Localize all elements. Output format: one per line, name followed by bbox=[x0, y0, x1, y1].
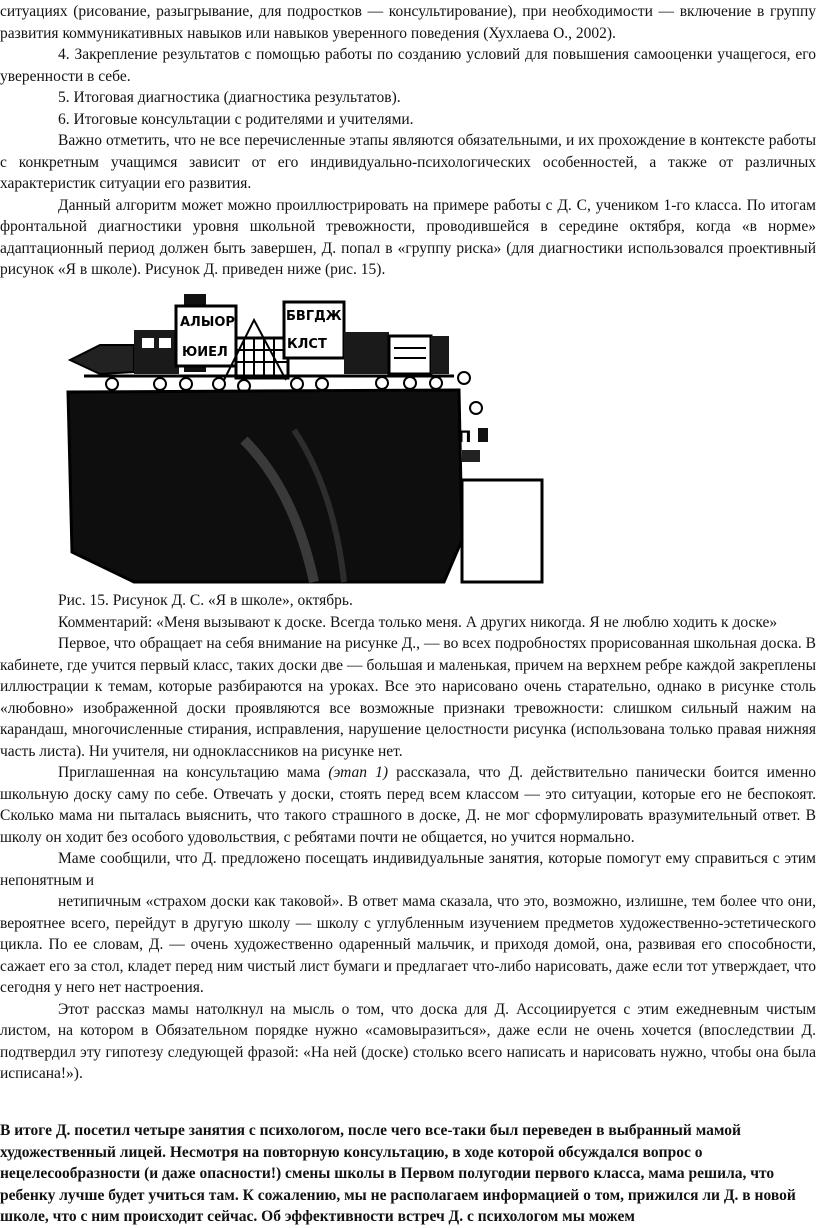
paragraph-analysis: Первое, что обращает на себя внимание на рисунке Д., — во всех подробностях прорисованная школьная доска. В кабинете, где учится первый класс, таких доски две — большая и маленькая, причем на верхнем ребре каждой закреплены иллюстрации к темам, которые разбираются на уроках. Все это нарисовано очень старательно, однако в рисунке столь «любовно» изображенной доски проявляются все возможные признаки тревожности: слишком сильный нажим на карандаш, многочисленные стирания, исправления, нарушение целостности рисунка (использована только правая нижняя часть листа). Ни учителя, ни одноклассников на рисунке нет. bbox=[0, 635, 816, 760]
poster-right-bottom-text: КЛСТ bbox=[287, 337, 327, 352]
drawing-car-1 bbox=[134, 330, 179, 374]
paragraph-step-5: 5. Итоговая диагностика (диагностика результатов). bbox=[58, 89, 401, 106]
final-text bbox=[0, 1120, 816, 1228]
paragraph-mother-consultation bbox=[0, 762, 816, 848]
paragraph-continuation: ситуациях (рисование, разыгрывание, для подростков — консультирование), при необходимости — включение в группу развития коммуникативных навыков или навыков уверенного поведения (Хухлаева О., 2002). bbox=[0, 3, 816, 42]
poster-left-bottom-text: ЮИЕЛ bbox=[182, 345, 228, 360]
drawing-blackboard bbox=[68, 390, 462, 582]
paragraph-step-6: 6. Итоговые консультации с родителями и учителями. bbox=[58, 110, 414, 128]
p2-after: рассказала, что Д. действительно панически боится именно школьную доску саму по себе. Отвечать у доски, стоять перед всем классом — это ситуации, которые его не беспокоят. Сколько мама ни пыталась выяснить, что такого страшного в доске, Д. не мог сформулировать вразумительный ответ. В школу он ходит без особого удовольствия, с ребятами почти не общается, но учится нормально. bbox=[0, 764, 816, 846]
bottom-text bbox=[0, 590, 816, 1085]
paragraph-comment: Комментарий: «Меня вызывают к доске. Всегда только меня. А других никогда. Я не люблю ходить к доске» bbox=[58, 613, 778, 631]
child-drawing-figure bbox=[64, 290, 554, 585]
poster-left-top-text: АЛЫОР bbox=[180, 315, 235, 330]
drawing-pointer-shape bbox=[70, 345, 134, 374]
paragraph-outcome: В итоге Д. посетил четыре занятия с психологом, после чего все-таки был переведен в выбранный мамой художественный лицей. Несмотря на повторную консультацию, в ходе которой обсуждался вопрос о нецелесообразности (и даже опасности!) смены школы в Первом полугодии первого класса, мама решила, что ребенку лучше будет учиться там. К сожалению, мы не располагаем информацией о том, прижился ли Д. в новой школе, что с ним происходит сейчас. Об эффективности встреч Д. с психологом мы можем bbox=[0, 1122, 796, 1225]
paragraph-example: Данный алгоритм может можно проиллюстрировать на примере работы с Д. С, учеником 1-го класса. По итогам фронтальной диагностики уровня школьной тревожности, проводившейся в середине октября, когда «в норме» адаптационный период должен быть завершен, Д. попал в «группу риска» (для диагностики использовался проективный рисунок «Я в школе). Рисунок Д. приведен ниже (рис. 15). bbox=[0, 196, 816, 278]
drawing-car-2 bbox=[344, 332, 389, 374]
drawing-car-4 bbox=[431, 336, 449, 374]
poster-right-top-text: БВГДЖ bbox=[286, 309, 342, 324]
p2-italic: (этап 1) bbox=[328, 764, 388, 781]
figure-caption: Рис. 15. Рисунок Д. С. «Я в школе», октябрь. bbox=[58, 592, 353, 609]
paragraph-step-4: 4. Закрепление результатов с помощью работы по созданию условий для повышения самооценки учащегося, его уверенности в себе. bbox=[0, 46, 816, 85]
drawing-door bbox=[462, 480, 542, 582]
paragraph-offer: Маме сообщили, что Д. предложено посещать индивидуальные занятия, которые помогут ему справиться с этим непонятным и bbox=[0, 850, 816, 889]
paragraph-hypothesis: Этот рассказ мамы натолкнул на мысль о том, что доска для Д. Ассоциируется с этим ежедневным чистым листом, на котором в Обязательном порядке нужно «самовыразиться», даже если не очень хочется (впоследствии Д. подтвердил эту гипотезу следующей фразой: «На ней (доске) столько всего написать и нарисовать нужно, чтобы она была исписана!»). bbox=[0, 1000, 816, 1082]
drawing-car-3 bbox=[389, 336, 431, 374]
top-text bbox=[0, 1, 816, 281]
p2-before: Приглашенная на консультацию мама bbox=[58, 764, 329, 781]
paragraph-note: Важно отметить, что не все перечисленные этапы являются обязательными, и их прохождение в контексте работы с конкретным учащимся зависит от его индивидуально-психологических особенностей, а также от различных характеристик ситуации его развития. bbox=[0, 132, 816, 192]
paragraph-mother-reply: нетипичным «страхом доски как таковой». В ответ мама сказала, что это, возможно, излишне, тем более что они, вероятнее всего, перейдут в другую школу — школу с углубленным изучением предметов художественно-эстетического цикла. По ее словам, Д. — очень художественно одаренный мальчик, и приходя домой, она, развивая его способности, сажает его за стол, кладет перед ним чистый лист бумаги и предлагает что-либо нарисовать, даже если тот утверждает, что сегодня у него нет настроения. bbox=[0, 893, 816, 996]
door-letters-text: П bbox=[458, 427, 472, 446]
